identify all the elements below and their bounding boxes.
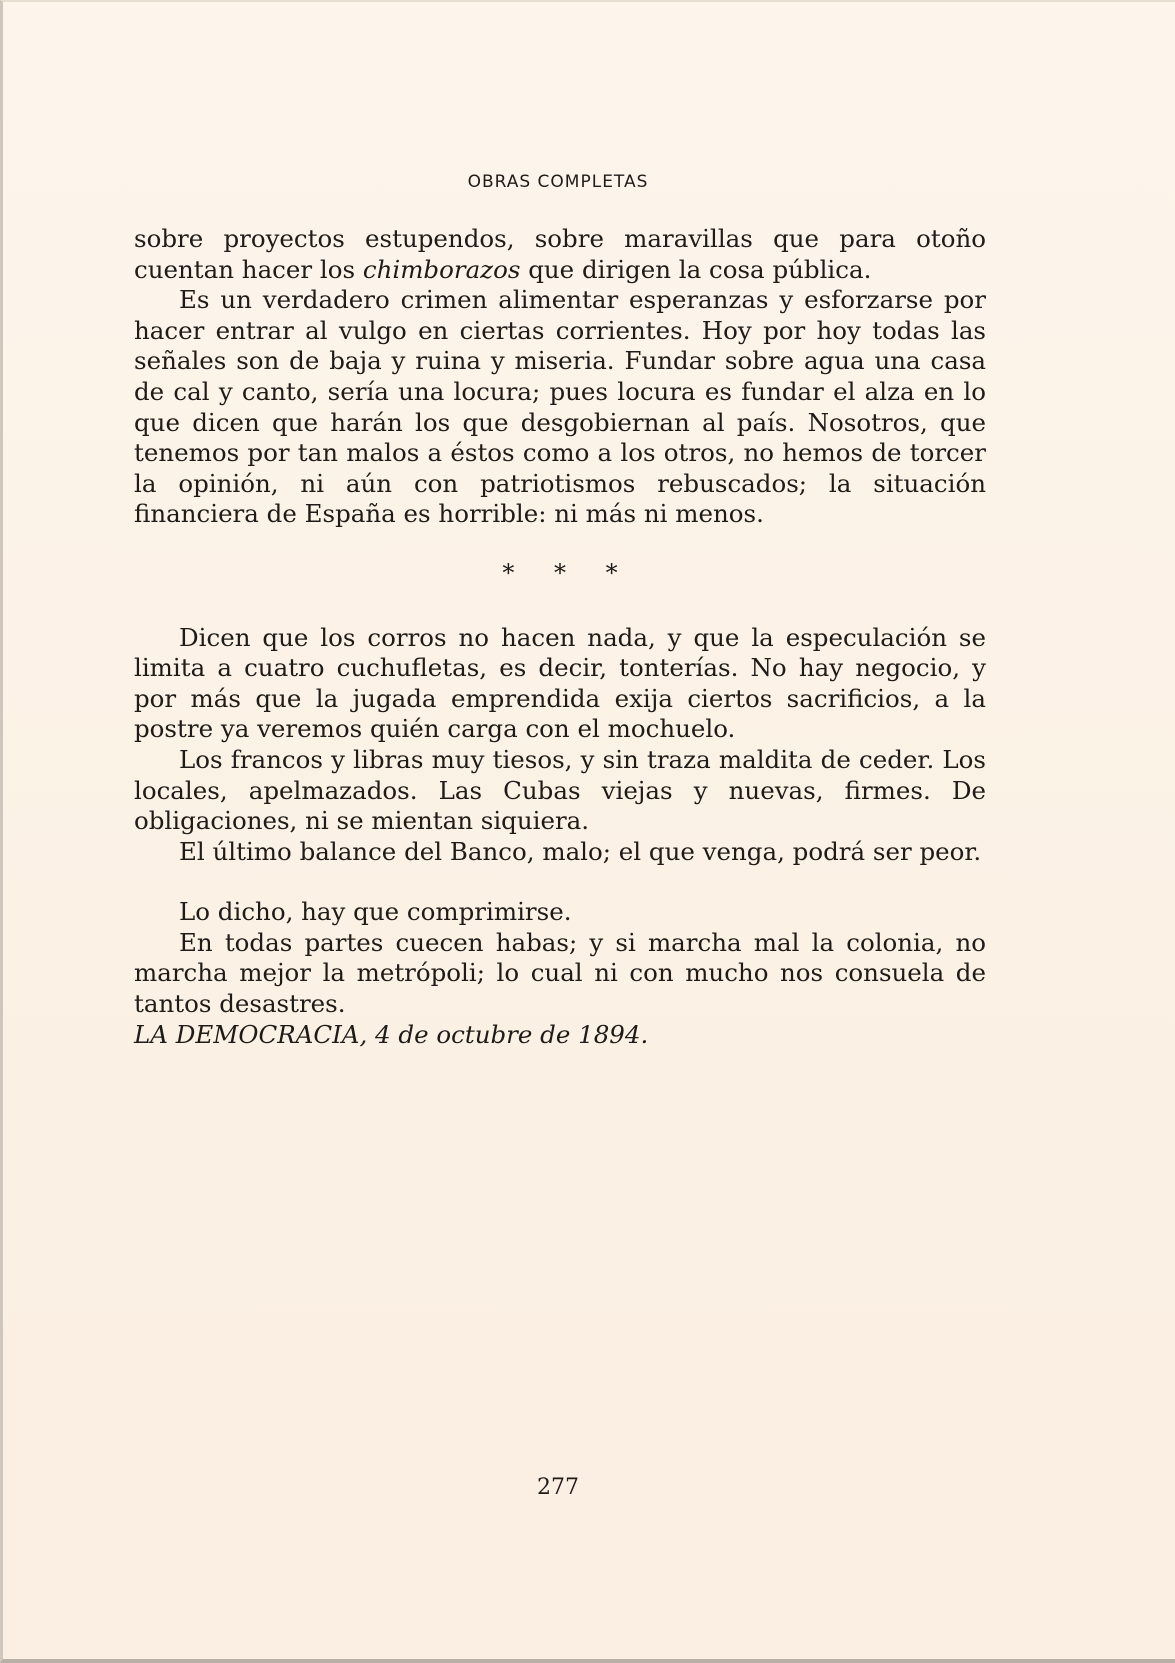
paragraph: Es un verdadero crimen alimentar esperanzas y esforzarse por hacer entrar al vulgo en ciertas corrientes. Hoy por hoy todas las señales son de baja y ruina y miseria. Fundar sobre agua una casa de cal y canto, sería una locura; pues locura es fundar el alza en lo que dicen que harán los que desgobiernan al país. Nosotros, que tenemos por tan malos a éstos como a los otros, no hemos de torcer la opinión, ni aún con patriotismos rebuscados; la situación financiera de España es horrible: ni más ni menos. (134, 285, 986, 529)
running-head: OBRAS COMPLETAS (467, 172, 649, 192)
paragraph: Dicen que los corros no hacen nada, y que la especulación se limita a cuatro cuchufletas, es decir, tonterías. No hay negocio, y por más que la jugada emprendida exija ciertos sacrificios, a la postre ya veremos quién carga con el mochuelo. (134, 622, 986, 744)
source-citation: LA DEMOCRACIA, 4 de octubre de 1894. (134, 1019, 649, 1049)
paragraph: Lo dicho, hay que comprimirse. (179, 897, 572, 927)
article-body (134, 224, 986, 1050)
paragraph: El último balance del Banco, malo; el que venga, podrá ser peor. (179, 836, 982, 866)
paragraph: sobre proyectos estupendos, sobre maravillas que para otoño cuentan hacer los chimborazos que dirigen la cosa pública. (134, 224, 986, 284)
italic-term: chimborazos (362, 254, 521, 284)
page-number: 277 (537, 1475, 579, 1500)
section-separator: * * * (502, 558, 634, 587)
paragraph: Los francos y libras muy tiesos, y sin traza maldita de ceder. Los locales, apelmazados. Las Cubas viejas y nuevas, firmes. De obligaciones, ni se mientan siquiera. (134, 744, 986, 836)
paragraph: En todas partes cuecen habas; y si marcha mal la colonia, no marcha mejor la metrópoli; lo cual ni con mucho nos consuela de tantos desastres. (134, 927, 986, 1019)
